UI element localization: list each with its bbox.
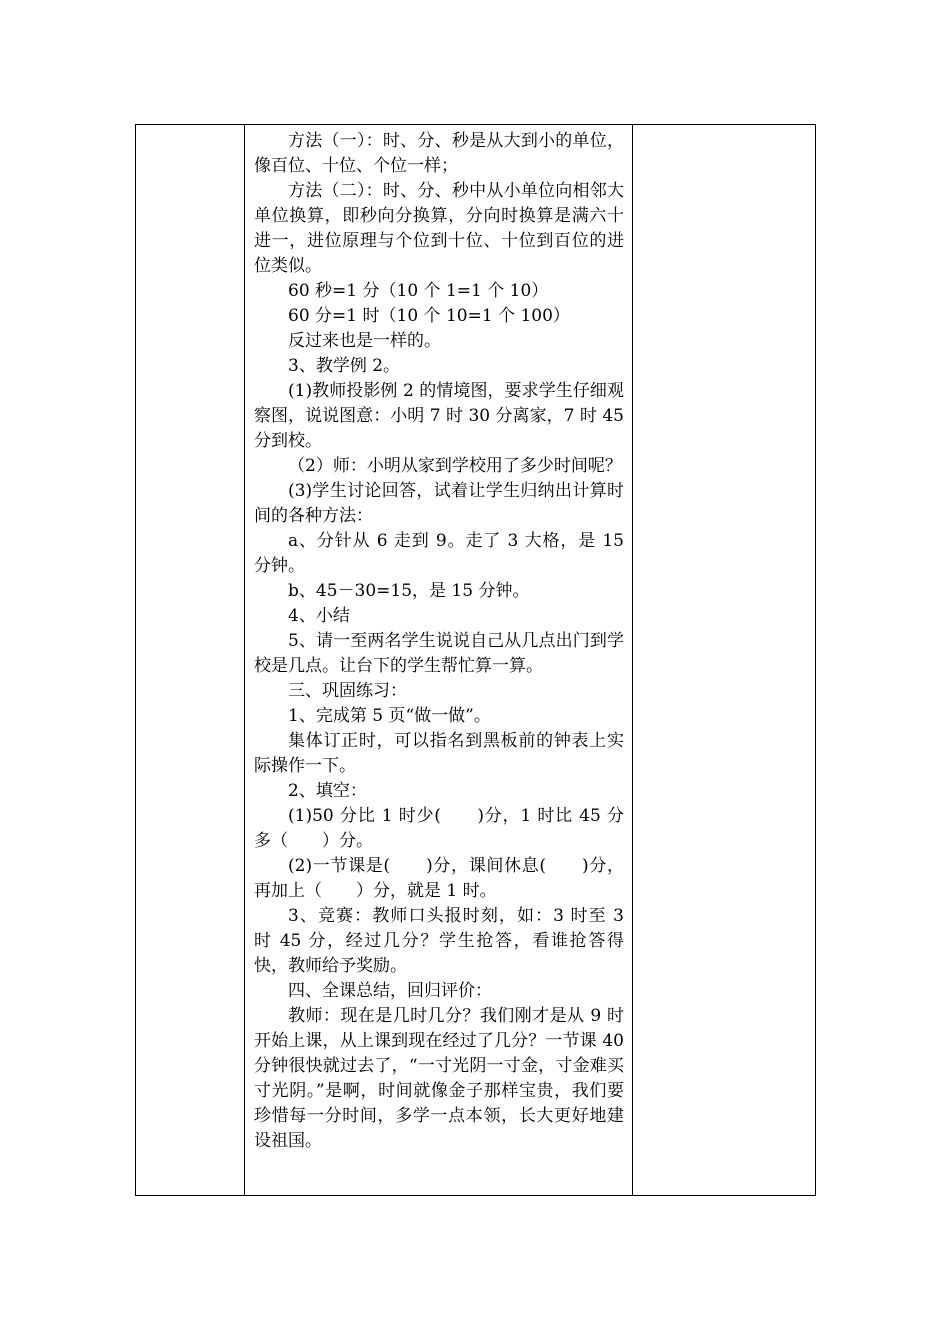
paragraph: 方法（一）：时、分、秒是从大到小的单位，像百位、十位、个位一样； (254, 131, 624, 176)
paragraph: 四、全课总结，回归评价： (288, 981, 492, 1001)
paragraph: a、分针从 6 走到 9。走了 3 大格，是 15 分钟。 (254, 531, 624, 576)
paragraph: 5、请一至两名学生说说自己从几点出门到学校是几点。让台下的学生帮忙算一算。 (254, 631, 624, 676)
paragraph: 3、教学例 2。 (288, 356, 401, 376)
paragraph: b、45－30=15，是 15 分钟。 (288, 581, 530, 601)
paragraph: 方法（二）：时、分、秒中从小单位向相邻大单位换算，即秒向分换算，分向时换算是满六十进一，进位原理与个位到十位、十位到百位的进位类似。 (254, 181, 624, 276)
table-row (136, 125, 816, 1196)
paragraph: 3、竞赛：教师口头报时刻，如：3 时至 3 时 45 分，经过几分？学生抢答，看谁抢答得快，教师给予奖励。 (254, 906, 624, 976)
paragraph: 集体订正时，可以指名到黑板前的钟表上实际操作一下。 (254, 731, 624, 776)
right-column-cell (633, 125, 816, 1196)
paragraph: (1)教师投影例 2 的情境图，要求学生仔细观察图，说说图意：小明 7 时 30 分离家，7 时 45 分到校。 (254, 381, 624, 451)
teaching-process-cell (245, 125, 633, 1196)
paragraph: 反过来也是一样的。 (288, 331, 441, 351)
teaching-process-text (245, 125, 632, 1154)
lesson-plan-table (135, 124, 816, 1196)
paragraph: 1、完成第 5 页“做一做”。 (288, 706, 491, 726)
paragraph: 60 分=1 时（10 个 10=1 个 100） (288, 306, 570, 326)
paragraph: 60 秒=1 分（10 个 1=1 个 10） (288, 281, 549, 301)
left-column-cell (136, 125, 245, 1196)
paragraph: (2)一节课是( )分，课间休息( )分，再加上（ ）分，就是 1 时。 (254, 856, 624, 901)
paragraph: 三、巩固练习： (288, 681, 407, 701)
paragraph: (1)50 分比 1 时少( )分，1 时比 45 分多（ ）分。 (254, 806, 624, 851)
paragraph: 4、小结 (288, 606, 350, 626)
paragraph: (3)学生讨论回答，试着让学生归纳出计算时间的各种方法： (254, 481, 624, 526)
paragraph: 2、填空： (288, 781, 367, 801)
paragraph: （2）师：小明从家到学校用了多少时间呢？ (288, 456, 622, 476)
paragraph: 教师：现在是几时几分？我们刚才是从 9 时开始上课，从上课到现在经过了几分？一节课 40 分钟很快就过去了，“一寸光阴一寸金，寸金难买寸光阴。”是啊，时间就像金子那样宝贵，我们要珍惜每一分时间，多学一点本领，长大更好地建设祖国。 (254, 1006, 624, 1151)
